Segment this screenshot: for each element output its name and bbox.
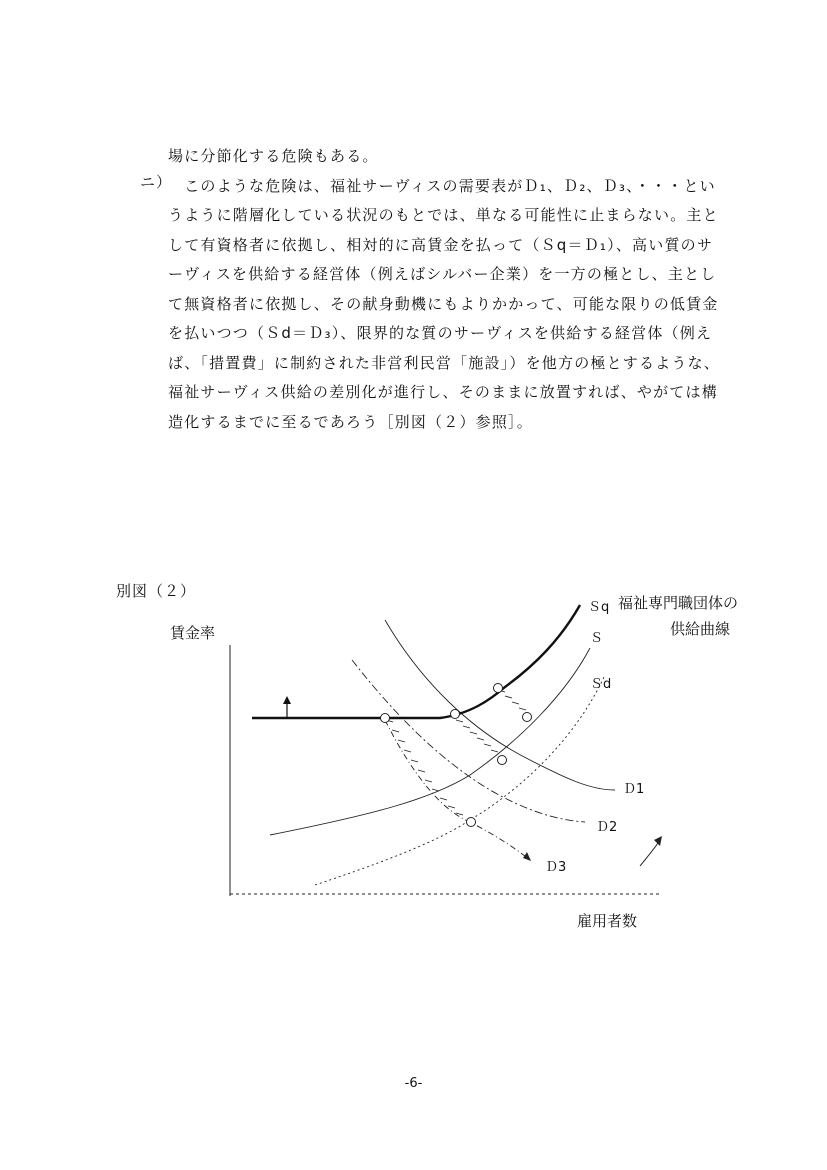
text-line: 福祉サーヴィス供給の差別化が進行し、そのままに放置すれば、やがては構 bbox=[168, 383, 718, 401]
note-line-1: 福祉専門職団体の bbox=[618, 594, 739, 612]
equilibrium-point bbox=[498, 756, 507, 765]
equilibrium-point bbox=[523, 713, 532, 722]
supply-curve-s bbox=[270, 648, 590, 835]
d3-arrowhead bbox=[523, 852, 531, 861]
section-marker: ニ） bbox=[140, 173, 173, 191]
shift-arrow-head bbox=[654, 836, 662, 846]
label-d3: Ｄ3 bbox=[545, 860, 567, 875]
text-line: 造化するまでに至るであろう［別図（２）参照］。 bbox=[168, 412, 533, 431]
text-line: して有資格者に依拠し、相対的に高賃金を払って（Ｓq＝Ｄ₁）、高い質のサ bbox=[168, 235, 714, 254]
text-line: 場に分節化する危険もある。 bbox=[168, 147, 379, 165]
note-line-2: 供給曲線 bbox=[670, 620, 731, 638]
label-d1: Ｄ1 bbox=[623, 782, 645, 797]
text-line: このような危険は、福祉サーヴィスの需要表がＤ₁、Ｄ₂、Ｄ₃、・・・とい bbox=[168, 176, 716, 195]
label-sd: Ｓd bbox=[590, 677, 612, 692]
text-line: て無資格者に依拠し、その献身動機にもよりかかって、可能な限りの低賃金 bbox=[168, 294, 719, 313]
shift-arrow bbox=[640, 840, 660, 866]
equilibrium-point bbox=[451, 710, 460, 719]
label-s: Ｓ bbox=[590, 631, 604, 646]
text-line: うように階層化している状況のもとでは、単なる可能性に止まらない。主と bbox=[168, 206, 719, 224]
supply-curve-sq bbox=[252, 605, 580, 718]
y-axis-label: 賃金率 bbox=[170, 624, 216, 642]
text-line: ーヴィスを供給する経営体（例えばシルバー企業）を一方の極とし、主とし bbox=[168, 265, 717, 283]
figure-title: 別図（２） bbox=[116, 582, 197, 600]
page-number: -6- bbox=[404, 1076, 423, 1091]
up-arrow-head bbox=[283, 696, 291, 704]
label-sq: Ｓq bbox=[588, 600, 610, 615]
text-line: を払いつつ（Ｓd＝Ｄ₃）、限界的な質のサーヴィスを供給する経営体（例え bbox=[168, 324, 713, 342]
equilibrium-point bbox=[494, 684, 503, 693]
supply-curve-sd bbox=[315, 675, 605, 885]
x-axis-label: 雇用者数 bbox=[577, 912, 638, 930]
text-line: ば、「措置費」に制約された非営利民営「施設」）を他方の極とするような、 bbox=[168, 353, 721, 372]
equilibrium-point bbox=[467, 818, 476, 827]
demand-curve-d2 bbox=[352, 660, 585, 822]
demand-curve-d3-line bbox=[385, 720, 530, 860]
equilibrium-point bbox=[381, 714, 390, 723]
label-d2: Ｄ2 bbox=[596, 820, 618, 835]
